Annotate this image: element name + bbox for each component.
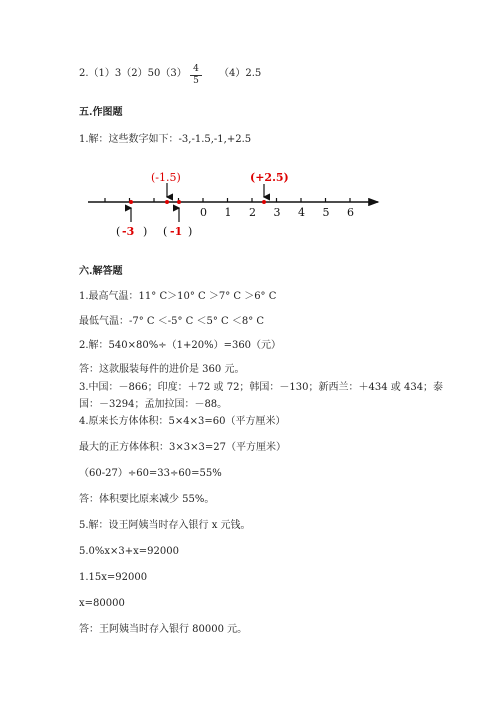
fraction-denominator: 5: [193, 76, 199, 86]
label-neg1-5: (-1.5): [151, 171, 181, 184]
section-six-line-13: 1.15x=92000: [79, 572, 148, 583]
label-neg1-value: -1: [170, 225, 183, 238]
answer-q2-prefix: 2.（1）3（2）50（3）: [79, 68, 187, 79]
section-six-line-12: 5.0%x×3+x=92000: [79, 546, 179, 557]
section-six-line-9: （60-27）÷60=33÷60=55%: [79, 468, 222, 479]
section-five-q1: 1.解：这些数字如下：-3,-1.5,-1,+2.5: [79, 134, 252, 145]
marker-neg1: [177, 200, 181, 204]
answer-q2-suffix: （4）2.5: [219, 68, 262, 79]
section-six-line-14: x=80000: [79, 598, 125, 609]
section-six-line-8: 最大的正方体体积：3×3×3=27（平方厘米）: [79, 442, 286, 453]
tick-label: 5: [322, 206, 330, 219]
label-neg3-open-paren: (: [116, 225, 121, 238]
label-neg1-close-paren: ): [188, 225, 193, 238]
marker-neg1-5: [165, 200, 169, 204]
section-six-line-15: 答：王阿姨当时存入银行 80000 元。: [79, 624, 248, 635]
section-six-line-6: 国：－3294；孟加拉国：－88。: [79, 399, 228, 410]
section-six-heading: 六.解答题: [79, 266, 123, 277]
tick-label: 6: [347, 206, 354, 219]
tick-label: 3: [273, 206, 281, 219]
label-neg3-close-paren: ): [143, 225, 148, 238]
tick-label: 1: [224, 206, 232, 219]
section-six-line-1: 1.最高气温：11° C＞10° C ＞7° C ＞6° C: [79, 291, 277, 302]
label-pos2-5: (+2.5): [250, 171, 289, 184]
section-six-line-3: 2.解：540×80%÷（1+20%）=360（元）: [79, 340, 282, 351]
section-five-heading: 五.作图题: [79, 107, 123, 118]
section-six-line-7: 4.原来长方体体积：5×4×3=60（平方厘米）: [79, 416, 286, 427]
tick-label: 0: [200, 206, 207, 219]
tick-label: 2: [249, 206, 256, 219]
tick-label: 4: [298, 206, 305, 219]
section-six-line-10: 答：体积要比原来减少 55%。: [79, 494, 215, 505]
fraction-numerator: 4: [190, 64, 202, 76]
marker-neg3: [129, 200, 133, 204]
section-six-line-2: 最低气温：-7° C ＜-5° C ＜5° C ＜8° C: [79, 316, 265, 327]
label-neg1-open-paren: (: [163, 225, 168, 238]
section-six-line-4: 答：这款服装每件的进价是 360 元。: [79, 364, 245, 375]
section-six-line-11: 5.解：设王阿姨当时存入银行 x 元钱。: [79, 520, 251, 531]
marker-pos2-5: [262, 200, 266, 204]
section-six-line-5: 3.中国：－866；印度：＋72 或 72；韩国：－130；新西兰：＋434 或 434；泰: [79, 382, 444, 393]
label-neg3-value: -3: [122, 225, 135, 238]
